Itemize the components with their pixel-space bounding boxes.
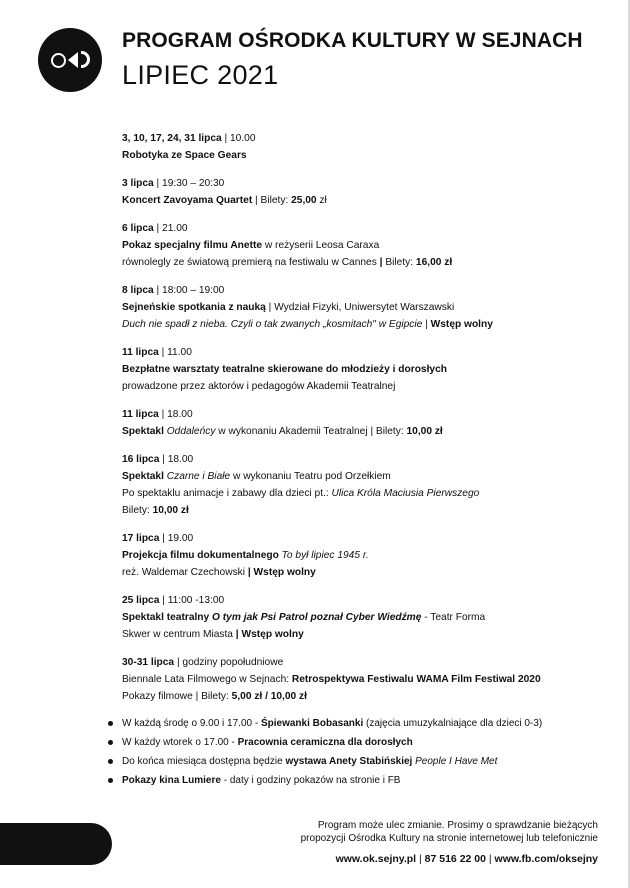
- text-segment: zł: [316, 195, 327, 206]
- page-title: PROGRAM OŚRODKA KULTURY W SEJNACH: [122, 29, 583, 52]
- text-segment: Pokaz specjalny filmu Anette: [122, 240, 263, 251]
- event-date: [122, 592, 602, 609]
- text-segment: | Wstęp wolny: [247, 567, 316, 578]
- text-segment: Pokazy kina Lumiere: [122, 775, 221, 786]
- text-segment: | 21.00: [153, 223, 188, 234]
- event-line: [122, 378, 602, 395]
- bullet-icon: [108, 721, 113, 726]
- text-segment: People I Have Met: [415, 756, 498, 767]
- text-segment: | 18.00: [158, 409, 193, 420]
- text-segment: 11 lipca: [122, 347, 159, 358]
- text-segment: w wykonaniu Teatru pod Orzełkiem: [230, 471, 391, 482]
- text-segment: | 19:30 – 20:30: [153, 178, 225, 189]
- event-date: [122, 451, 602, 468]
- text-segment: |: [422, 319, 431, 330]
- event-item: [122, 592, 602, 643]
- text-segment: 5,00 zł / 10,00 zł: [231, 691, 307, 702]
- text-segment: 11 lipca: [122, 409, 159, 420]
- event-date: [122, 282, 602, 299]
- text-segment: Retrospektywa Festiwalu WAMA Film Festiwal 2020: [291, 674, 541, 685]
- text-segment: | Wydział Fizyki, Uniwersytet Warszawski: [265, 302, 455, 313]
- text-segment: W każdy wtorek o 17.00 -: [122, 737, 238, 748]
- text-segment: Skwer w centrum Miasta: [122, 629, 236, 640]
- text-segment: Śpiewanki Bobasanki: [260, 718, 364, 729]
- text-segment: 10,00 zł: [406, 426, 443, 437]
- event-item: [122, 654, 602, 705]
- text-segment: równolegly ze światową premierą na festiwalu w Cannes: [122, 257, 380, 268]
- text-segment: W każdą środę o 9.00 i 17.00 -: [122, 718, 261, 729]
- text-segment: (zajęcia umuzykalniające dla dzieci 0-3): [363, 718, 543, 729]
- text-segment: 17 lipca: [122, 533, 160, 544]
- text-segment: |: [416, 853, 425, 865]
- text-segment: Bilety:: [382, 257, 416, 268]
- event-line: [122, 237, 602, 254]
- extra-activities-list: [108, 714, 608, 790]
- event-line: [122, 299, 602, 316]
- text-segment: | Bilety:: [252, 195, 292, 206]
- text-segment: Sejneńskie spotkania z nauką: [122, 302, 266, 313]
- event-line: [122, 254, 602, 271]
- event-line: [122, 547, 602, 564]
- event-line: [122, 192, 602, 209]
- footer-note-line: propozycji Ośrodka Kultury na stronie internetowej lub telefonicznie: [300, 833, 598, 844]
- event-date: [122, 406, 602, 423]
- text-segment: prowadzone przez aktorów i pedagogów Akademii Teatralnej: [122, 381, 396, 392]
- text-segment: | 11.00: [158, 347, 192, 358]
- text-segment: 87 516 22 00: [424, 853, 486, 865]
- event-line: [122, 609, 602, 626]
- text-segment: | Wstęp wolny: [235, 629, 304, 640]
- text-segment: Pracownia ceramiczna dla dorosłych: [237, 737, 413, 748]
- text-segment: O tym jak Psi Patrol poznał Cyber Wiedźmę: [212, 612, 422, 623]
- list-item: [108, 733, 608, 752]
- event-list: [122, 130, 602, 716]
- text-segment: Spektakl teatralny: [122, 612, 213, 623]
- event-date: [122, 130, 602, 147]
- event-item: [122, 344, 602, 395]
- text-segment: 3, 10, 17, 24, 31 lipca: [122, 133, 222, 144]
- text-segment: Po spektaklu animacje i zabawy dla dzieci pt.:: [122, 488, 332, 499]
- decorative-bar: [0, 823, 112, 865]
- text-segment: w wykonaniu Akademii Teatralnej | Bilety:: [215, 426, 407, 437]
- text-segment: Wstęp wolny: [430, 319, 493, 330]
- event-line: [122, 147, 602, 164]
- text-segment: 25 lipca: [122, 595, 160, 606]
- text-segment: Czarne i Białe: [166, 471, 231, 482]
- event-date: [122, 344, 602, 361]
- footer-note-line: Program może ulec zmianie. Prosimy o sprawdzanie bieżących: [317, 820, 598, 831]
- text-segment: Bilety:: [122, 505, 153, 516]
- text-segment: |: [485, 853, 495, 865]
- text-segment: To był lipiec 1945 r.: [281, 550, 369, 561]
- footer-note: [301, 819, 598, 845]
- text-segment: www.fb.com/oksejny: [494, 853, 598, 865]
- event-line: [122, 316, 602, 333]
- text-segment: www.ok.sejny.pl: [335, 853, 417, 865]
- text-segment: Robotyka ze Space Gears: [122, 150, 247, 161]
- text-segment: 6 lipca: [122, 223, 154, 234]
- text-segment: - daty i godziny pokazów na stronie i FB: [220, 775, 401, 786]
- event-item: [122, 530, 602, 581]
- text-segment: 3 lipca: [122, 178, 154, 189]
- event-item: [122, 451, 602, 519]
- text-segment: | godziny popołudniowe: [174, 657, 284, 668]
- text-segment: 30-31 lipca: [122, 657, 175, 668]
- bullet-icon: [108, 759, 113, 764]
- text-segment: | 10.00: [221, 133, 256, 144]
- text-segment: Projekcja filmu dokumentalnego: [122, 550, 282, 561]
- text-segment: | 18.00: [159, 454, 194, 465]
- event-date: [122, 654, 602, 671]
- event-date: [122, 175, 602, 192]
- text-segment: Pokazy filmowe | Bilety:: [122, 691, 232, 702]
- event-line: [122, 671, 602, 688]
- list-item: [108, 714, 608, 733]
- text-segment: | 11:00 -13:00: [159, 595, 225, 606]
- text-segment: |: [379, 257, 383, 268]
- event-line: [122, 468, 602, 485]
- text-segment: | 18:00 – 19:00: [153, 285, 225, 296]
- text-segment: | 19.00: [159, 533, 194, 544]
- event-line: [122, 423, 602, 440]
- text-segment: 10,00 zł: [152, 505, 189, 516]
- event-line: [122, 688, 602, 705]
- text-segment: reż. Waldemar Czechowski: [122, 567, 248, 578]
- event-item: [122, 175, 602, 209]
- bullet-icon: [108, 778, 113, 783]
- event-date: [122, 530, 602, 547]
- text-segment: 16 lipca: [122, 454, 160, 465]
- list-item: [108, 752, 608, 771]
- bullet-icon: [108, 740, 113, 745]
- event-item: [122, 130, 602, 164]
- event-line: [122, 361, 602, 378]
- text-segment: Spektakl: [122, 471, 167, 482]
- text-segment: - Teatr Forma: [421, 612, 486, 623]
- text-segment: Spektakl: [122, 426, 167, 437]
- text-segment: Bezpłatne warsztaty teatralne skierowane do młodzieży i dorosłych: [122, 364, 447, 375]
- event-line: [122, 626, 602, 643]
- footer-contact: [336, 853, 598, 865]
- event-item: [122, 406, 602, 440]
- text-segment: Oddaleńcy: [166, 426, 216, 437]
- event-line: [122, 485, 602, 502]
- event-date: [122, 220, 602, 237]
- text-segment: Ulica Króla Maciusia Pierwszego: [331, 488, 480, 499]
- text-segment: 16,00 zł: [415, 257, 453, 268]
- text-segment: Koncert Zavoyama Quartet: [122, 195, 253, 206]
- event-line: [122, 564, 602, 581]
- text-segment: 25,00: [291, 195, 317, 206]
- event-item: [122, 220, 602, 271]
- event-line: [122, 502, 602, 519]
- text-segment: 8 lipca: [122, 285, 154, 296]
- oks-logo-icon: [38, 28, 102, 92]
- text-segment: Do końca miesiąca dostępna będzie: [122, 756, 286, 767]
- text-segment: Biennale Lata Filmowego w Sejnach:: [122, 674, 292, 685]
- page-subtitle: LIPIEC 2021: [122, 60, 279, 90]
- list-item: [108, 771, 608, 790]
- event-item: [122, 282, 602, 333]
- text-segment: w reżyserii Leosa Caraxa: [262, 240, 380, 251]
- text-segment: Duch nie spadł z nieba. Czyli o tak zwanych „kosmitach" w Egipcie: [122, 319, 423, 330]
- text-segment: wystawa Anety Stabińskiej: [285, 756, 413, 767]
